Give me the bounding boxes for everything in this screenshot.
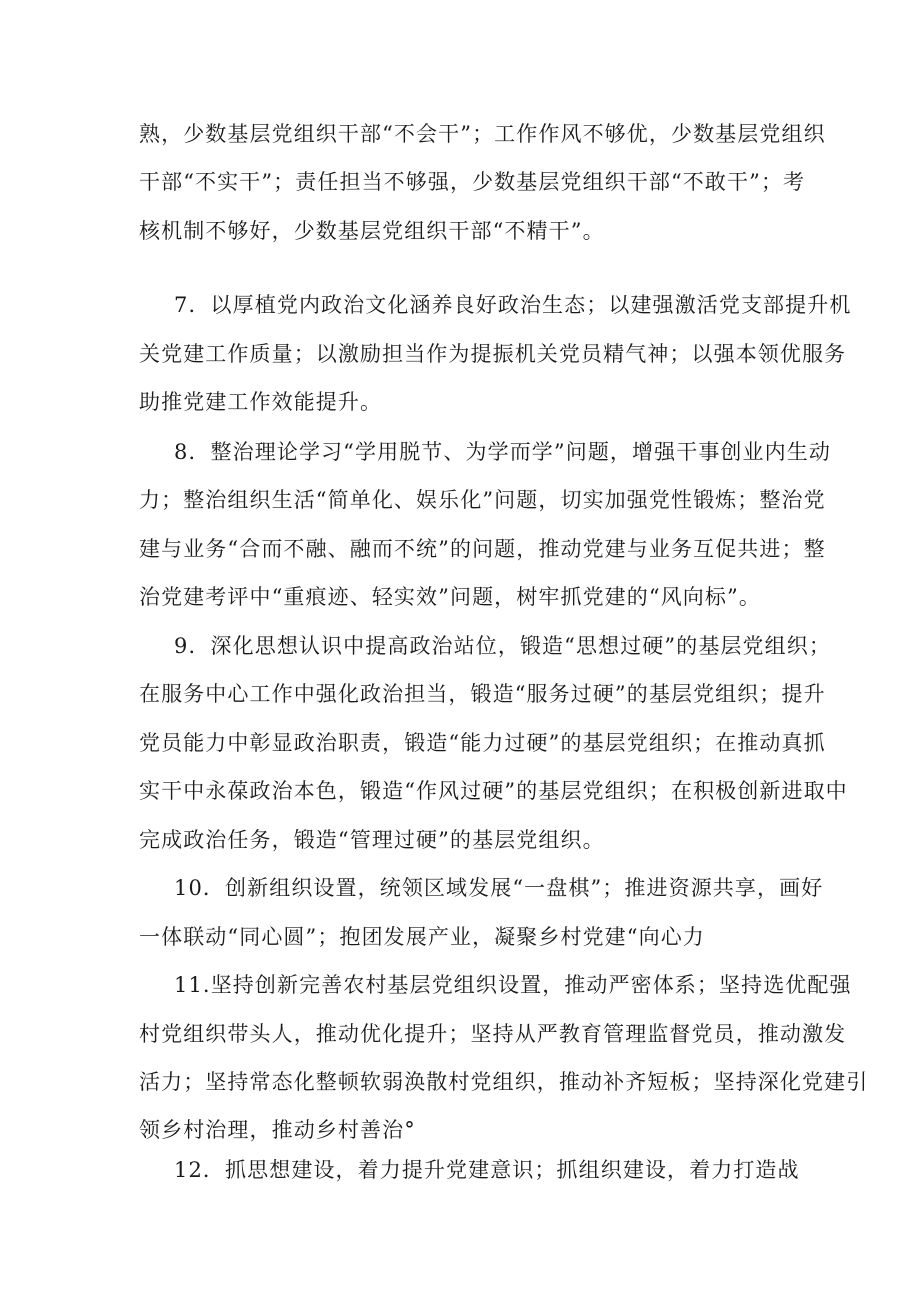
- paragraph-8-line-4: 治党建考评中“重痕迹、轻实效”问题，树牢抓党建的“风向标”。: [139, 585, 761, 609]
- paragraph-7-line-3: 助推党建工作效能提升。: [139, 390, 383, 414]
- paragraph-9-line-5: 完成政治任务，锻造“管理过硬”的基层党组织。: [139, 828, 605, 852]
- paragraph-6-line-2: 干部“不实干”；责任担当不够强，少数基层党组织干部“不敢干”；考: [139, 170, 806, 194]
- paragraph-9-line-4: 实干中永葆政治本色，锻造“作风过硬”的基层党组织；在积极创新进取中: [139, 779, 848, 803]
- paragraph-6-line-1: 熟，少数基层党组织干部“不会干”；工作作风不够优，少数基层党组织: [139, 122, 826, 146]
- paragraph-12-line-1: 12．抓思想建设，着力提升党建意识；抓组织建设，着力打造战: [174, 1158, 800, 1182]
- paragraph-8-line-1: 8．整治理论学习“学用脱节、为学而学”问题，增强干事创业内生动: [174, 440, 831, 464]
- paragraph-11-line-3: 活力；坚持常态化整顿软弱涣散村党组织，推动补齐短板；坚持深化党建引: [139, 1070, 869, 1094]
- paragraph-7-line-2: 关党建工作质量；以激励担当作为提振机关党员精气神；以强本领优服务: [139, 342, 847, 366]
- paragraph-10-line-1: 10．创新组织设置，统领区域发展“一盘棋”；推进资源共享，画好: [174, 876, 824, 900]
- paragraph-11-line-2: 村党组织带头人，推动优化提升；坚持从严教育管理监督党员，推动激发: [139, 1022, 847, 1046]
- paragraph-9-line-3: 党员能力中彰显政治职责，锻造“能力过硬”的基层党组织；在推动真抓: [139, 731, 826, 755]
- paragraph-7-line-1: 7．以厚植党内政治文化涵养良好政治生态；以建强激活党支部提升机: [174, 293, 852, 317]
- paragraph-10-line-2: 一体联动“同心圆”；抱团发展产业，凝聚乡村党建“向心力: [139, 925, 705, 949]
- paragraph-6-line-3: 核机制不够好，少数基层党组织干部“不精干”。: [139, 219, 605, 243]
- paragraph-9-line-1: 9．深化思想认识中提高政治站位，锻造“思想过硬”的基层党组织；: [174, 634, 831, 658]
- paragraph-11-line-4: 领乡村治理，推动乡村善治°: [139, 1118, 416, 1142]
- paragraph-11-line-1: 11.坚持创新完善农村基层党组织设置，推动严密体系；坚持选优配强: [174, 973, 852, 997]
- paragraph-8-line-2: 力；整治组织生活“简单化、娱乐化”问题，切实加强党性锻炼；整治党: [139, 488, 826, 512]
- paragraph-8-line-3: 建与业务“合而不融、融而不统”的问题，推动党建与业务互促共进；整: [139, 537, 826, 561]
- paragraph-9-line-2: 在服务中心工作中强化政治担当，锻造“服务过硬”的基层党组织；提升: [139, 682, 826, 706]
